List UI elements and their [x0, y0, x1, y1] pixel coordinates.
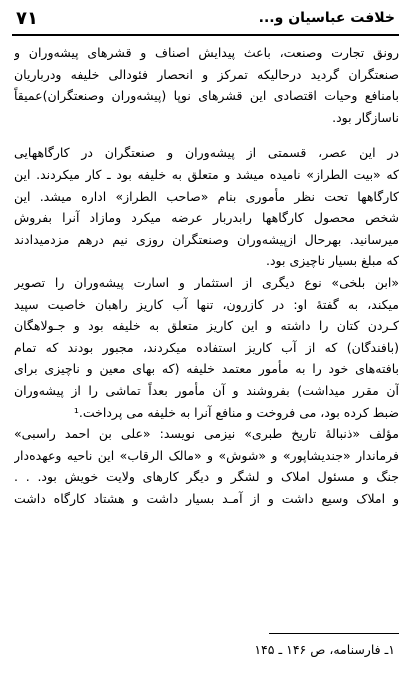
paragraph-3 — [14, 272, 399, 423]
text-line: شخص محصول کارگاهها رابدربار عرضه میکرد ومازاد آنرا بفروش — [14, 210, 399, 226]
text-line: کارگاهها تحت نظر مأموری بنام «صاحب الطراز» اداره میشد. این — [14, 188, 399, 204]
paragraph-2 — [14, 142, 399, 272]
text-line: در این عصر، قسمتی از پیشه‌وران و صنعتگران در کارگاههایی — [14, 145, 399, 161]
paragraph-4 — [14, 423, 399, 509]
text-line: کـردن کتان را داشته و این کاریز متعلق به خلیفه بود و جـولاهگان — [14, 318, 399, 334]
text-line: و املاک وسیع داشت و از آمـد بسیار داشت و هشتاد کارگاه داشت — [14, 490, 399, 506]
text-line: ناسازگار بود. — [332, 109, 399, 125]
footnote: ۱ـ فارسنامه، ص ۱۴۶ ـ ۱۴۵ — [254, 642, 395, 657]
page-header — [12, 8, 395, 32]
paragraph-1 — [14, 42, 399, 128]
text-line: بافته‌های خود را به مأمور معتمد خلیفه (که بهای معین و ناچیزی برای — [14, 361, 399, 377]
text-line: میکند، به گفتهٔ او: در کازرون، تنها آب کاریز راهبان خاصیت سپید — [14, 296, 399, 312]
text-line: فرماندار «جندیشاپور» و «شوش» و «مالک الرقاب» این ناحیه وعهده‌دار — [14, 447, 399, 463]
text-line: جنگ و مسئول املاک و لشگر و دیگر کارهای ولایت خویش بود. . . — [14, 469, 399, 485]
running-title: خلافت عباسیان و... — [258, 10, 395, 26]
text-line: که «بیت الطراز» نامیده میشد و متعلق به خلیفه بود ـ کار میکردند. این — [14, 166, 399, 182]
page-body — [14, 42, 399, 509]
text-line: که مبلغ بسیار ناچیزی بود. — [266, 253, 399, 269]
text-line: (بافندگان) که از آب کاریز استفاده میکردند، مجبور بودند که تمام — [14, 339, 399, 355]
text-line: ضبط کرده بود، می فروخت و منافع آنرا به خلیفه می پرداخت.¹ — [73, 404, 399, 420]
text-line: میرسانید. بهرحال ازپیشه‌وران وصنعتگران روزی نیم درهم مزدمیدادند — [14, 231, 399, 247]
header-rule — [12, 34, 399, 36]
text-line: بامنافع وحیات اقتصادی این قشرهای نوپا (پیشه‌وران وصنعتگران)عمیقاً — [14, 88, 399, 104]
page-number: ۷۱ — [16, 8, 38, 29]
text-line: «ابن بلخی» نوع دیگری از استثمار و اسارت پیشه‌وران را تصویر — [14, 274, 399, 290]
paragraph-gap — [14, 128, 399, 142]
footnote-rule — [269, 633, 399, 634]
text-line: رونق تجارت وصنعت، باعث پیدایش اصناف و قشرهای پیشه‌وران و — [14, 45, 399, 60]
text-line: صنعتگران گردید درحالیکه تمرکز و انحصار فئودالی خلیفه ودرباریان — [14, 66, 399, 82]
text-line: آن مقرر میداشت) بفروشند و آن مأمور بعداً تماشی را از پیشه‌وران — [14, 382, 399, 398]
text-line: مؤلف «ذنبالهٔ تاریخ طبری» نیزمی نویسد: «علی بن احمد راسبی» — [14, 426, 399, 442]
